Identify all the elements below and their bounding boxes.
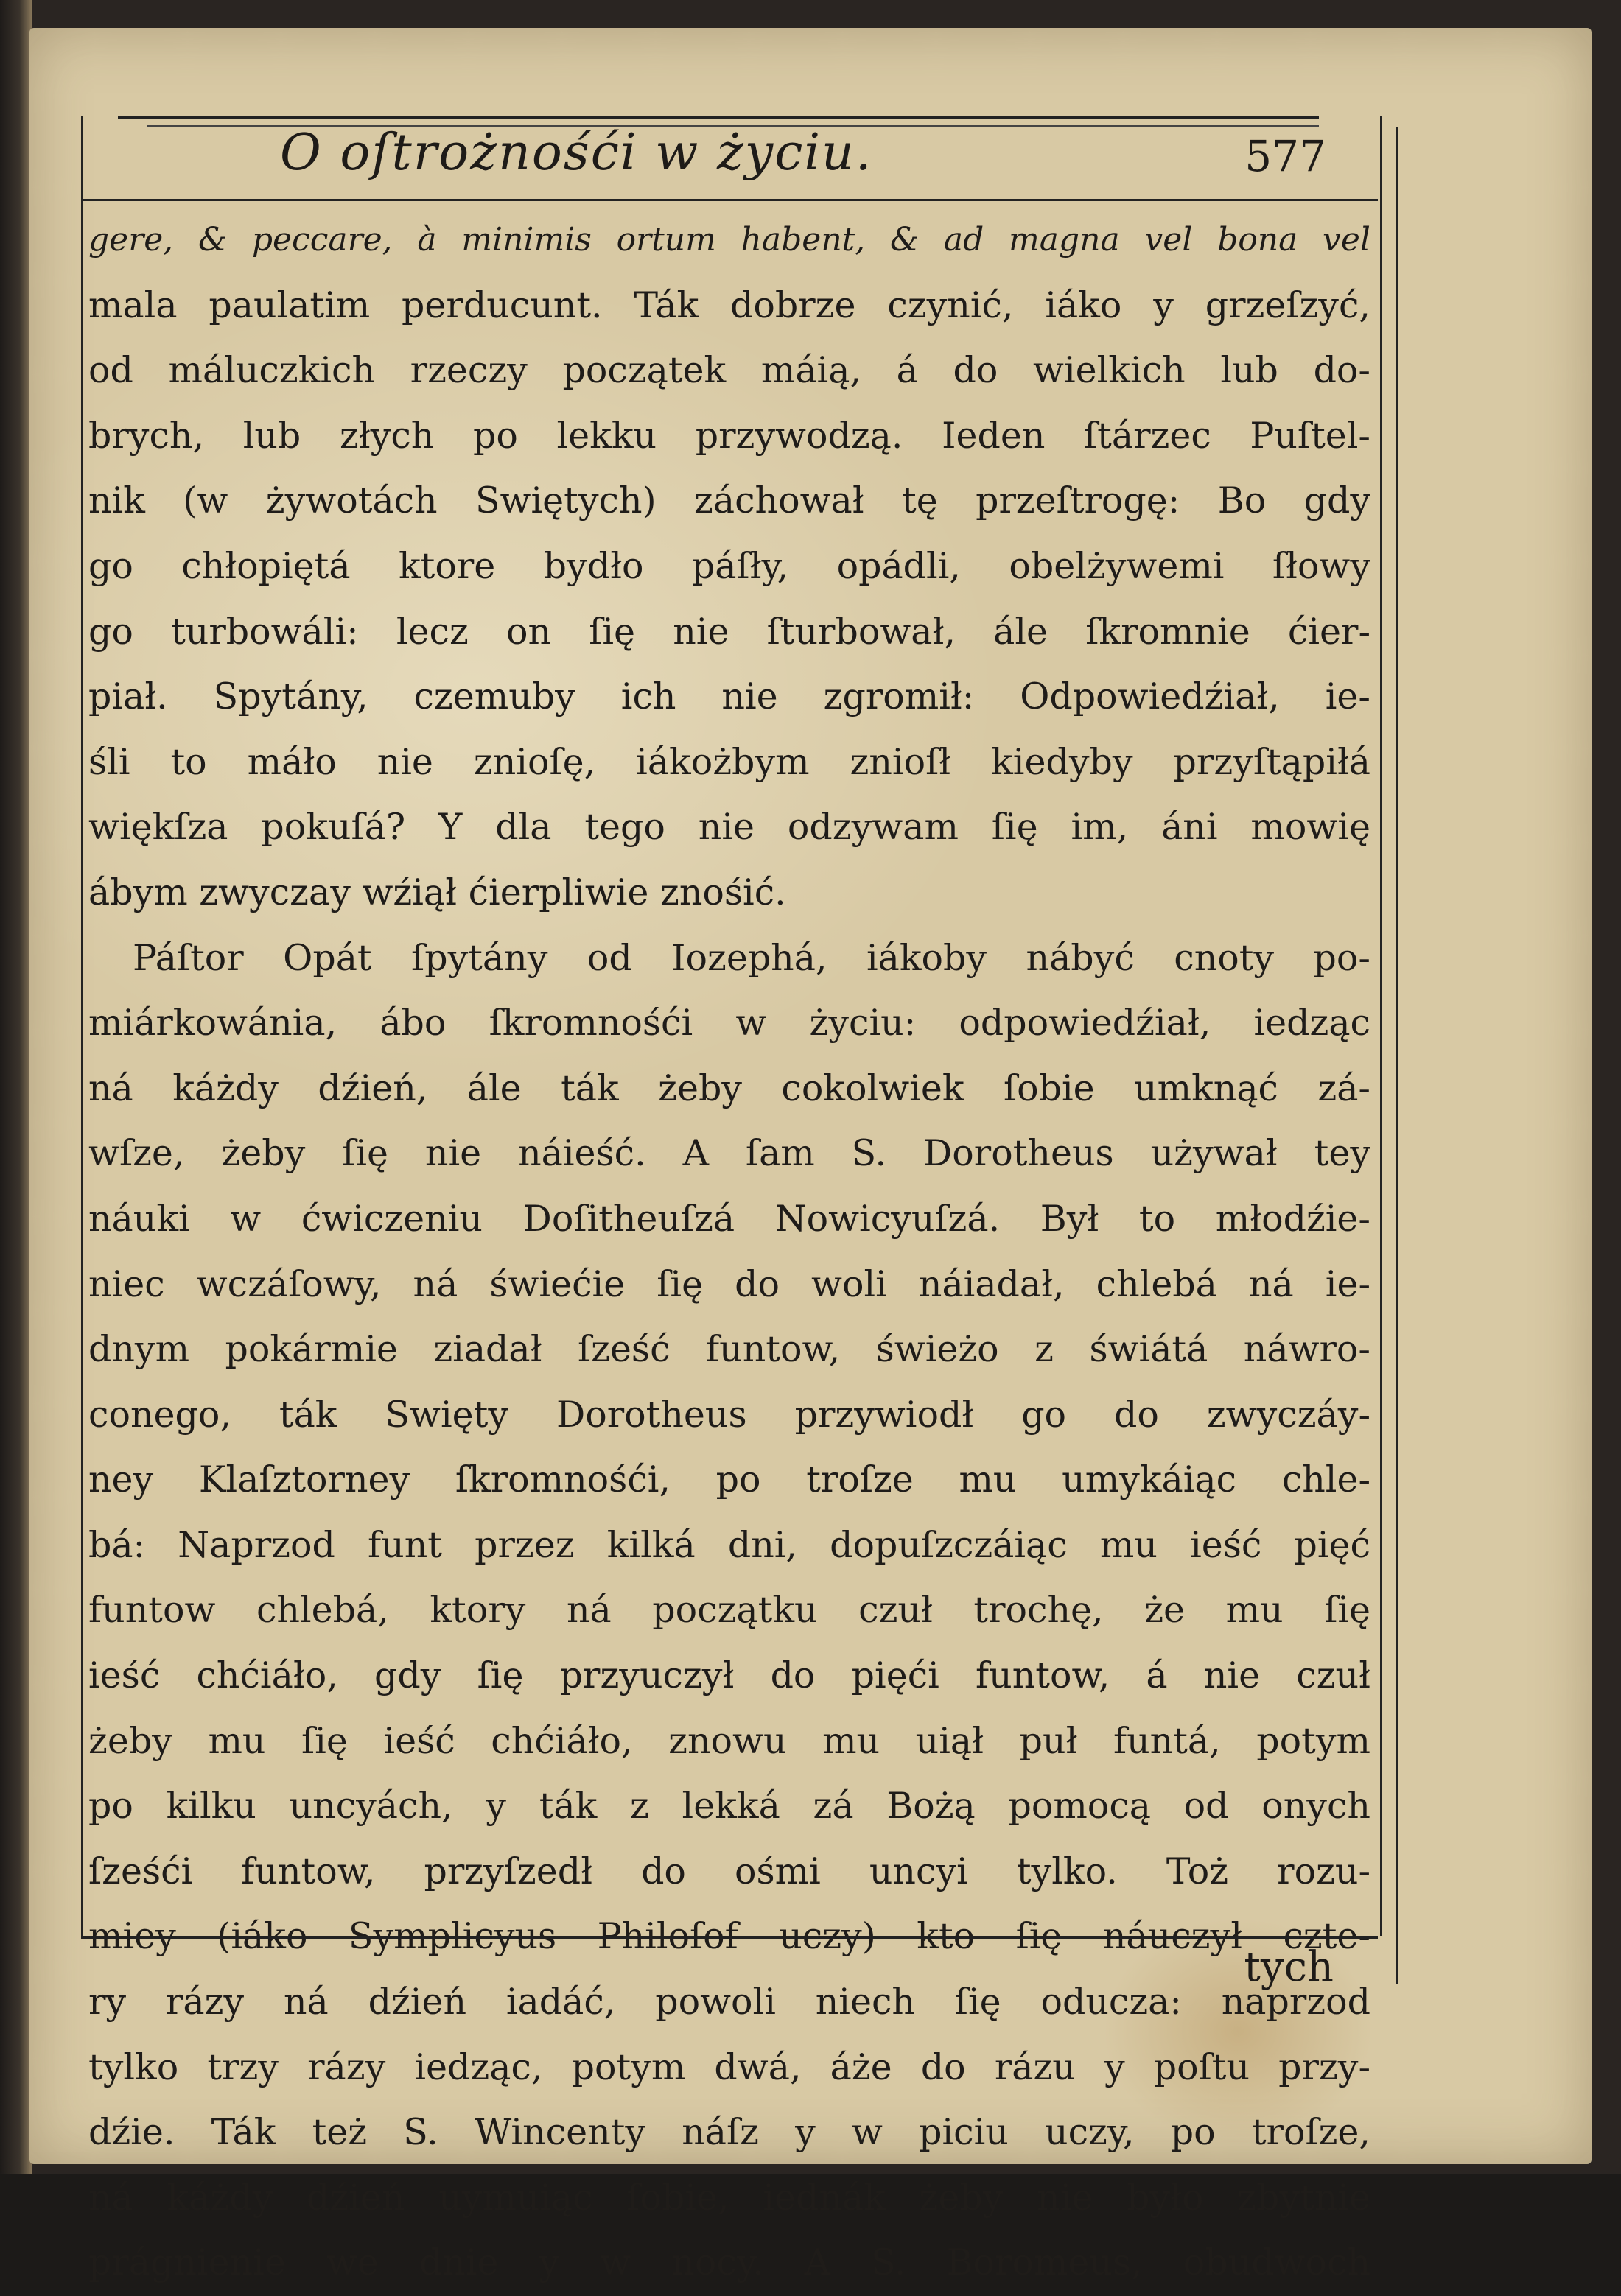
book-page xyxy=(29,28,1592,2284)
text-line: ney Klaſztorney ſkromnośći, po troſze mu umykáiąc chle- xyxy=(88,1458,1370,1501)
text-line: dnym pokármie ziadał ſześć funtow, świeżo z świátá náwro- xyxy=(88,1328,1370,1371)
frame-outer-rule xyxy=(1396,127,1398,1984)
text-line: niec wczáſowy, ná świećie ſię do woli náiadał, chlebá ná ie- xyxy=(88,1263,1370,1305)
text-line: Páſtor Opát ſpytány od Iozephá, iákoby nábyć cnoty po- xyxy=(133,936,1370,979)
bottom-rule xyxy=(81,1936,1378,1939)
body-text xyxy=(88,208,1370,2296)
text-line: bá: Naprzod funt przez kilká dni, dopuſzczáiąc mu ieść pięć xyxy=(88,1523,1370,1566)
text-line: ſześći funtow, przyſzedł do ośmi uncyi tylko. Toż rozu- xyxy=(88,1850,1370,1892)
text-line: piał. Spytány, czemuby ich nie zgromił: Odpowiedźiał, ie- xyxy=(88,675,1370,718)
running-title: O oſtrożnośći w życiu. xyxy=(280,124,873,182)
text-line: tylko trzy rázy iedząc, potym dwá, áże do rázu y poſtu przy- xyxy=(88,2046,1370,2088)
text-line: wſze, żeby ſię nie náieść. A ſam S. Dorotheus używał tey xyxy=(88,1132,1370,1175)
text-line: conego, ták Swięty Dorotheus przywiodł go do zwyczáy- xyxy=(88,1393,1370,1436)
text-line: brych, lub złych po lekku przywodzą. Ieden ſtárzec Puſtel- xyxy=(88,414,1370,457)
text-line: miey (iáko Symplicyus Philoſof uczy) kto ſię náuczył czte- xyxy=(88,1915,1370,1958)
previous-page-edge xyxy=(0,0,32,2174)
text-line: mala paulatim perducunt. Ták dobrze czynić, iáko y grzeſzyć, xyxy=(88,284,1370,326)
page-number: 577 xyxy=(1244,131,1326,181)
text-line: funtow chlebá, ktory ná początku czuł trochę, że mu ſię xyxy=(88,1589,1370,1632)
text-line: go turbowáli: lecz on ſię nie ſturbował, ále ſkromnie ćier- xyxy=(88,610,1370,653)
text-line: gere, & peccare, à minimis ortum habent, & ad magna vel bona vel xyxy=(88,221,1370,259)
text-line: ná káżdy dźień, ále ták żeby cokolwiek ſobie umknąć zá- xyxy=(88,1067,1370,1109)
text-line: go chłopiętá ktore bydło páſły, opádli, obelżywemi ſłowy xyxy=(88,544,1370,587)
text-line: po kilku uncyách, y ták z lekká zá Bożą pomocą od onych xyxy=(88,1785,1370,1828)
text-line: prágnienie we dnie y w nocy. A S. Boromeus, obudwoch xyxy=(88,2241,1370,2284)
text-line: od máluczkich rzeczy początek máią, á do wielkich lub do- xyxy=(88,349,1370,392)
text-line: więkſza pokuſá? Y dla tego nie odzywam ſię im, áni mowię xyxy=(88,806,1370,849)
text-line: śli to máło nie znioſę, iákożbym znioſł kiedyby przyſtąpiłá xyxy=(88,740,1370,783)
text-line: náuki w ćwiczeniu Doſitheuſzá Nowicyuſzá. Był to młodźie- xyxy=(88,1197,1370,1240)
text-line: żeby mu ſię ieść chćiáło, znowu mu uiął puł funtá, potym xyxy=(88,1719,1370,1762)
text-line: dźie. Ták też S. Wincenty náſz y w piciu uczy, po troſze, xyxy=(88,2111,1370,2154)
text-line: ieść chćiáło, gdy ſię przyuczył do pięći funtow, á nie czuł xyxy=(88,1654,1370,1697)
text-line: nik (w żywotách Swiętych) záchował tę przeſtrogę: Bo gdy xyxy=(88,480,1370,522)
text-line: ná káżdy dźień uymuiąc ſobie, iednák żeby nie było zbytnie xyxy=(88,2176,1370,2219)
catchword: tych xyxy=(1244,1943,1334,1991)
header-rule xyxy=(81,199,1378,201)
text-line: ábym zwyczay wźiął ćierpliwie znośić. xyxy=(88,871,786,913)
text-line: miárkowánia, ábo ſkromnośći w życiu: odpowiedźiał, iedząc xyxy=(88,1002,1370,1045)
text-line: ry rázy ná dźień iadáć, powoli niech ſię oducza: naprzod xyxy=(88,1981,1370,2023)
